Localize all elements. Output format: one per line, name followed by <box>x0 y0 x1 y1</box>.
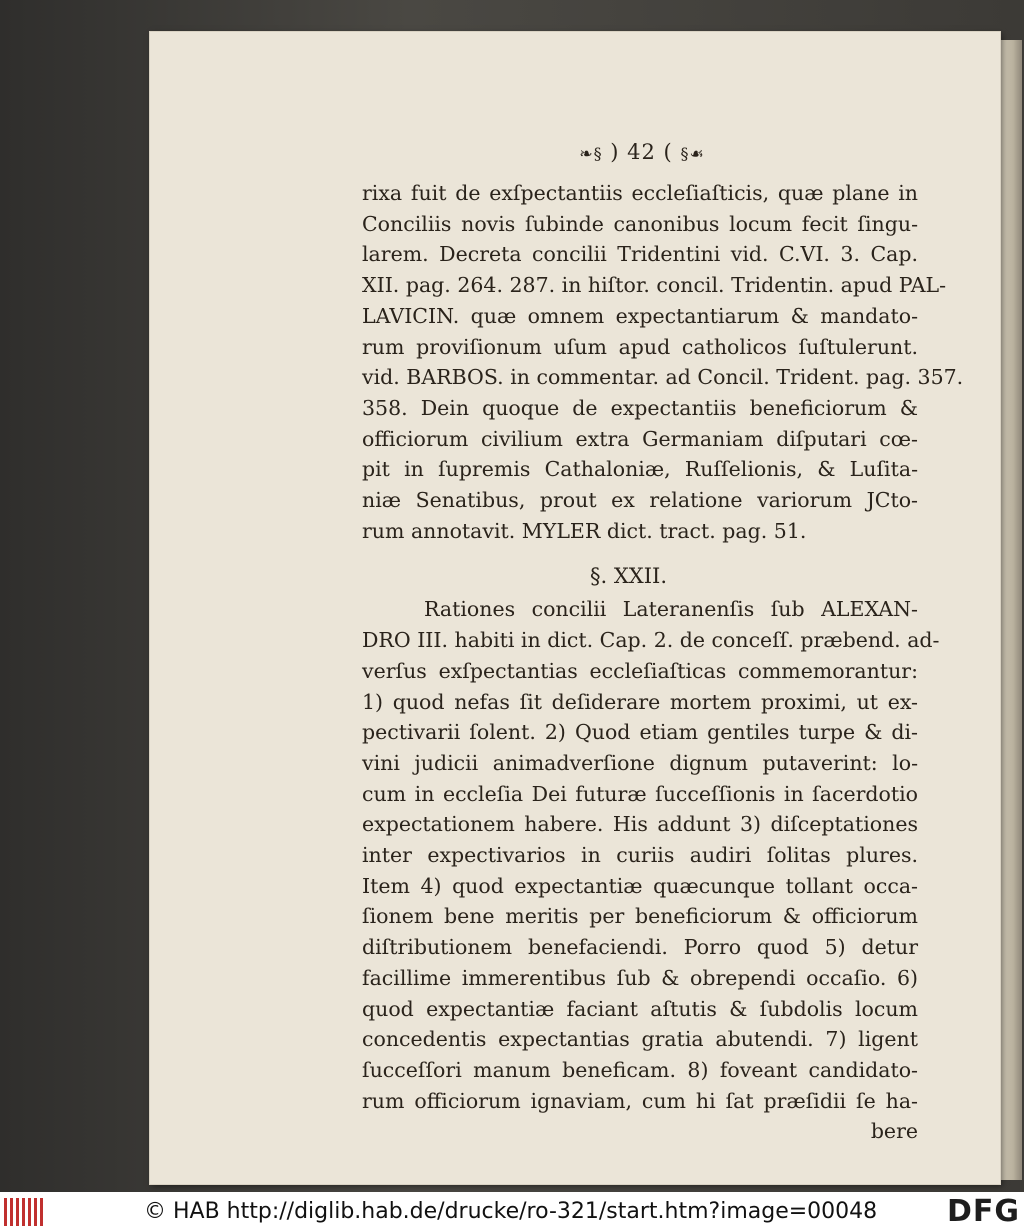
text-line: XII. pag. 264. 287. in hiſtor. concil. Tridentin. apud PAL- <box>362 273 947 298</box>
section-title: §. XXII. <box>590 564 668 589</box>
text-line: facillime immerentibus ſub & obrependi occaſio. 6) <box>362 965 918 990</box>
page-header <box>542 140 742 164</box>
text-line: ſionem bene meritis per beneficiorum & officiorum <box>362 904 918 929</box>
text-line: verſus exſpectantias eccleſiaſticas commemorantur: <box>362 658 918 683</box>
text-line: LAVICIN. quæ omnem expectantiarum & mandato- <box>362 303 918 328</box>
text-line: rixa fuit de exſpectantiis eccleſiaſticis, quæ plane in <box>362 181 918 205</box>
page-text <box>362 140 964 1147</box>
text-line: vid. BARBOS. in commentar. ad Concil. Trident. pag. 357. <box>362 365 964 390</box>
text-line: rum annotavit. MYLER dict. tract. pag. 51. <box>362 518 807 543</box>
paragraph-2 <box>362 594 940 1147</box>
text-line: Conciliis novis ſubinde canonibus locum fecit ſingu- <box>362 211 918 236</box>
ornament-left-icon: ❧§ <box>579 144 603 163</box>
page-edge <box>1000 40 1022 1180</box>
barcode-icon <box>4 1198 44 1226</box>
text-line: diſtributionem benefaciendi. Porro quod 5) detur <box>362 935 918 960</box>
text-line: officiorum civilium extra Germaniam diſputari cœ- <box>362 426 918 451</box>
page-number: ) 42 ( <box>610 140 673 164</box>
text-line: concedentis expectantias gratia abutendi. 7) ligent <box>362 1027 918 1052</box>
text-line: quod expectantiæ faciant aſtutis & ſubdolis locum <box>362 996 918 1021</box>
catchword: bere <box>870 1119 918 1144</box>
text-line: vini judicii animadverſione dignum putaverint: lo- <box>362 750 918 775</box>
text-line: cum in eccleſia Dei futuræ ſucceſſionis in ſacerdotio <box>362 781 918 806</box>
text-line: 358. Dein quoque de expectantiis beneficiorum & <box>362 395 918 420</box>
text-line: Item 4) quod expectantiæ quæcunque tollant occa- <box>362 873 918 898</box>
text-line: pit in ſupremis Cathaloniæ, Ruſſelionis, & Luſita- <box>362 457 918 482</box>
ornament-right-icon: §☙ <box>680 144 705 163</box>
copyright-credit: © HAB http://diglib.hab.de/drucke/ro-321/start.htm?image=00048 <box>144 1199 878 1224</box>
text-line: inter expectivarios in curiis audiri ſolitas plures. <box>362 843 918 868</box>
text-line: larem. Decreta concilii Tridentini vid. C.VI. 3. Cap. <box>362 242 918 267</box>
text-line: 1) quod nefas ſit deſiderare mortem proximi, ut ex- <box>362 689 918 714</box>
text-line: rum officiorum ignaviam, cum hi ſat præſidii ſe ha- <box>362 1088 918 1113</box>
text-line: pectivarii ſolent. 2) Quod etiam gentiles turpe & di- <box>362 720 918 745</box>
text-line: niæ Senatibus, prout ex relatione variorum JCto- <box>362 488 918 513</box>
text-line: Rationes concilii Lateranenſis ſub ALEXAN- <box>424 597 918 622</box>
text-line: expectationem habere. His addunt 3) diſceptationes <box>362 812 918 837</box>
text-line: rum proviſionum uſum apud catholicos ſuſtulerunt. <box>362 334 918 359</box>
footer-bar <box>0 1192 1024 1232</box>
dfg-logo: DFG <box>946 1194 1020 1229</box>
text-line: ſucceſſori manum beneficam. 8) foveant candidato- <box>362 1057 918 1082</box>
text-line: DRO III. habiti in dict. Cap. 2. de conceſſ. præbend. ad- <box>362 628 940 653</box>
paragraph-1 <box>362 178 964 546</box>
